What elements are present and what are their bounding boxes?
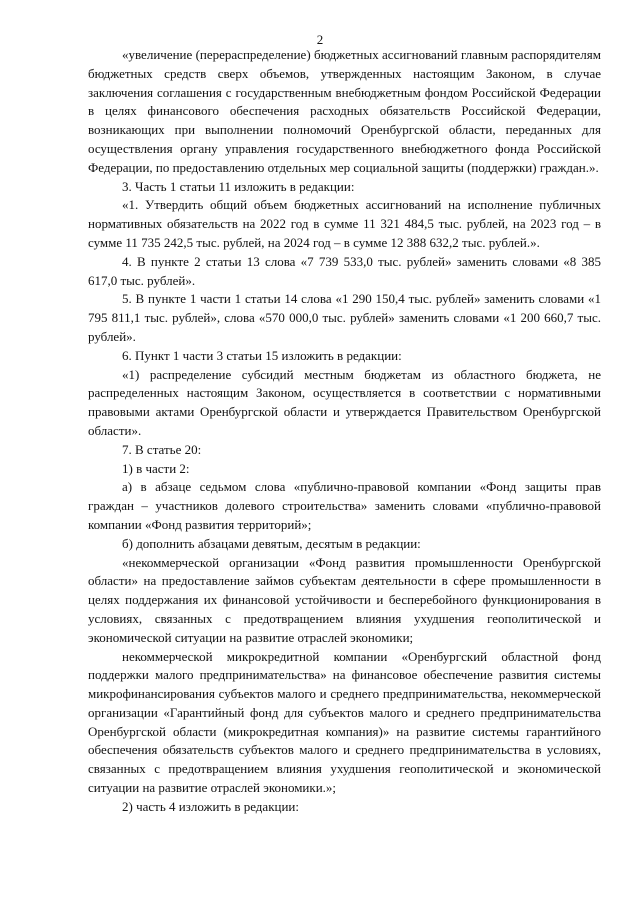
paragraph: «увеличение (перераспределение) бюджетных ассигнований главным распорядителям бюджетных средств сверх объемов, утвержденных настоящим Законом, в случае заключения соглашения с государственным внебюджетным фондом Российской Федерации в целях финансового обеспечения расходных обязательств Российской Федерации, возникающих при выполнении полномочий Оренбургской области, переданных для осуществления органу управления государственного внебюджетного фонда Российской Федерации, по предоставлению отдельных мер социальной защиты (поддержки) граждан.».: [88, 47, 601, 175]
paragraph: 1) в части 2:: [122, 460, 190, 476]
paragraph: 7. В статье 20:: [122, 441, 202, 457]
paragraph: «1. Утвердить общий объем бюджетных ассигнований на исполнение публичных нормативных обязательств на 2022 год в сумме 11 321 484,5 тыс. рублей, на 2023 год – в сумме 11 735 242,5 тыс. рублей, на 2024 год – в сумме 12 388 632,2 тыс. рублей.».: [88, 197, 601, 250]
paragraph: а) в абзаце седьмом слова «публично-правовой компании «Фонд защиты прав граждан – участников долевого строительства» заменить словами «публично-правовой компании «Фонд развития территорий»;: [88, 479, 601, 532]
paragraph: 5. В пункте 1 части 1 статьи 14 слова «1 290 150,4 тыс. рублей» заменить словами «1 795 811,1 тыс. рублей», слова «570 000,0 тыс. рублей» заменить словами «1 200 660,7 тыс. рублей».: [88, 291, 601, 344]
document-body: [88, 46, 601, 817]
paragraph: б) дополнить абзацами девятым, десятым в редакции:: [122, 535, 421, 551]
page-number: 2: [316, 32, 324, 47]
paragraph: некоммерческой микрокредитной компании «Оренбургский областной фонд поддержки малого предпринимательства» на финансовое обеспечение развития системы микрофинансирования субъектов малого и среднего предпринимательства, некоммерческой организации «Гарантийный фонд для субъектов малого и среднего предпринимательства Оренбургской области (микрокредитная компания)» на развитие системы гарантийного обеспечения обязательств субъектов малого и среднего предпринимательства в условиях, связанных с предотвращением влияния ухудшения геополитической и экономической ситуации на развитие отраслей экономики.»;: [88, 648, 601, 796]
paragraph: «некоммерческой организации «Фонд развития промышленности Оренбургской области» на предоставление займов субъектам деятельности в сфере промышленности в целях поддержания их финансовой устойчивости и бесперебойного функционирования в условиях, связанных с предотвращением влияния ухудшения геополитической и экономической ситуации на развитие отраслей экономики;: [88, 554, 601, 645]
paragraph: «1) распределение субсидий местным бюджетам из областного бюджета, не распределенных настоящим Законом, осуществляется в соответствии с нормативными правовыми актами Оренбургской области и утверждается Правительством Оренбургской области».: [88, 366, 601, 438]
paragraph: 6. Пункт 1 части 3 статьи 15 изложить в редакции:: [122, 347, 402, 363]
paragraph: 2) часть 4 изложить в редакции:: [122, 798, 299, 814]
paragraph: 4. В пункте 2 статьи 13 слова «7 739 533,0 тыс. рублей» заменить словами «8 385 617,0 тыс. рублей».: [88, 253, 601, 288]
paragraph: 3. Часть 1 статьи 11 изложить в редакции:: [122, 178, 355, 194]
